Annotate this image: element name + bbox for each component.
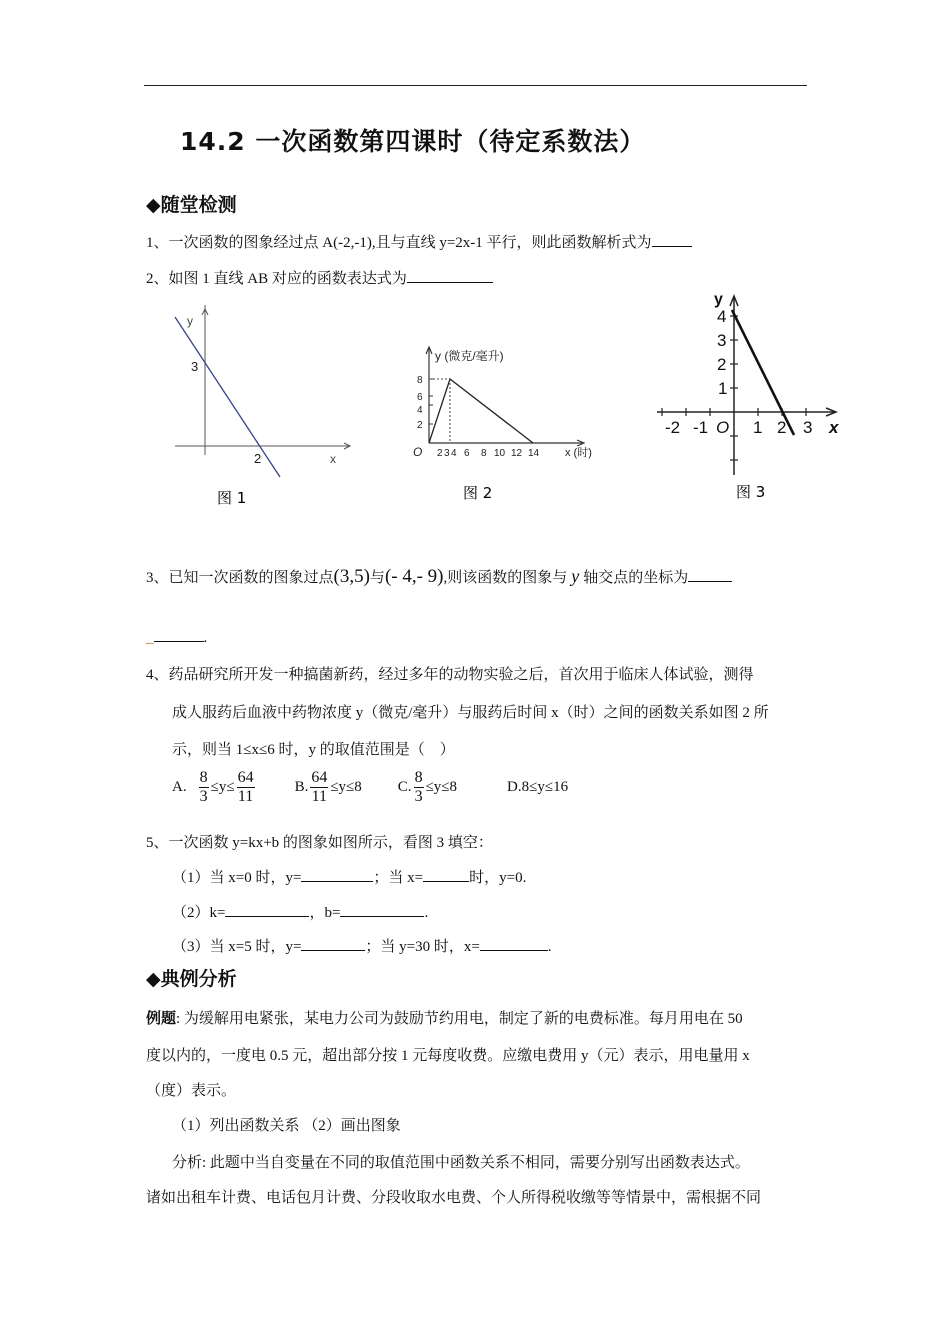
question-4-options: [172, 769, 568, 806]
figure-1: [165, 305, 365, 510]
question-1-text: 1、一次函数的图象经过点 A(-2,-1),且与直线 y=2x-1 平行，则此函数解析式为: [146, 235, 652, 251]
example-label: 例题: [146, 1009, 177, 1027]
answer-blank[interactable]: [301, 867, 373, 882]
frac-denominator: 11: [311, 788, 328, 805]
question-3: [146, 566, 732, 588]
frac-numerator: 8: [414, 769, 423, 786]
option-a-mid: ≤y≤: [210, 779, 235, 795]
fig3-y-tick-2: 2: [717, 355, 727, 374]
fig2-y-label: y (微克/毫升): [435, 349, 504, 363]
question-5-part-2: [172, 901, 428, 922]
frac-denominator: 3: [414, 788, 423, 805]
fig3-y-label: y: [714, 291, 723, 308]
option-c-label: C.: [397, 779, 412, 795]
option-c-tail: ≤y≤8: [425, 779, 458, 795]
option-d: D.8≤y≤16: [507, 779, 569, 795]
question-3-axis-var: y: [571, 566, 580, 586]
question-1: [146, 231, 692, 252]
question-3-suffix-b: 轴交点的坐标为: [583, 570, 689, 586]
frac-denominator: 3: [199, 788, 208, 805]
question-3-continuation: [146, 627, 207, 647]
question-3-point-2: (- 4,- 9): [384, 566, 444, 587]
answer-blank[interactable]: [423, 867, 469, 882]
question-3-end: .: [203, 630, 208, 646]
option-a-label: A.: [172, 779, 187, 795]
header-rule: [144, 85, 807, 86]
fig2-caption: 图 2: [463, 484, 493, 502]
fig1-x-label: x: [330, 452, 336, 466]
fig2-x-tick-10: 10: [494, 448, 506, 459]
answer-blank[interactable]: [225, 902, 309, 917]
question-3-mid: 与: [369, 570, 385, 586]
fig2-y-ticks: [429, 379, 433, 424]
answer-blank[interactable]: [301, 936, 365, 951]
option-b-tail: ≤y≤8: [330, 779, 362, 795]
question-3-point-1: (3,5): [333, 566, 370, 587]
fig3-y-tick-3: 3: [717, 331, 727, 350]
answer-blank[interactable]: [340, 902, 424, 917]
fig3-origin-label: O: [716, 418, 730, 437]
fig3-x-tick-1: 1: [753, 418, 763, 437]
question-3-prefix: 3、已知一次函数的图象过点: [146, 570, 334, 586]
frac-numerator: 8: [199, 769, 208, 786]
answer-blank[interactable]: [688, 567, 732, 582]
fig3-x-tick-neg1: -1: [693, 418, 709, 437]
part-2-text-c: .: [424, 905, 429, 921]
fig3-y-tick-1: 1: [718, 379, 728, 398]
part-1-text-b: ；当 x=: [373, 870, 424, 886]
part-1-text-a: （1）当 x=0 时，y=: [172, 870, 302, 886]
fig2-x-label: x (时): [565, 447, 592, 459]
fig2-y-tick-4: 4: [417, 405, 423, 416]
fig2-origin-label: O: [413, 445, 423, 459]
question-3-suffix-a: ,则该函数的图象与: [443, 570, 568, 586]
part-2-text-b: ，b=: [309, 905, 341, 921]
example-line-1: [146, 1007, 743, 1028]
fig2-x-tick-4: 4: [451, 448, 457, 459]
question-4-line-2: 成人服药后血液中药物浓度 y（微克/毫升）与服药后时间 x（时）之间的函数关系如图 2 所: [172, 705, 769, 721]
fig2-x-tick-3: 3: [444, 448, 450, 459]
section-heading-examples: ◆典例分析: [146, 968, 237, 990]
fig3-y-tick-4: 4: [717, 307, 727, 326]
fig1-y-intercept-label: 3: [191, 359, 199, 374]
part-3-text-a: （3）当 x=5 时，y=: [172, 939, 302, 955]
option-c-fraction: [414, 769, 424, 806]
question-3-cont-mark: _: [146, 630, 154, 646]
fig3-x-tick-2: 2: [777, 418, 787, 437]
question-4-line-1: 4、药品研究所开发一种搞菌新药，经过多年的动物实验之后，首次用于临床人体试验，测得: [146, 667, 754, 683]
fig1-caption: 图 1: [217, 489, 247, 507]
frac-numerator: 64: [311, 769, 328, 786]
question-4-line-3: 示，则当 1≤x≤6 时，y 的取值范围是（ ）: [172, 742, 455, 758]
option-a-fraction-1: [199, 769, 209, 806]
fig1-y-label: y: [187, 314, 193, 328]
example-line-3: （度）表示。: [146, 1083, 237, 1099]
fig2-y-tick-6: 6: [417, 392, 423, 403]
fig2-x-tick-14: 14: [528, 448, 540, 459]
fig1-x-intercept-label: 2: [254, 451, 262, 466]
part-1-text-c: 时，y=0.: [469, 870, 527, 886]
fig2-y-tick-8: 8: [417, 375, 423, 386]
fig3-x-tick-3: 3: [803, 418, 813, 437]
section-heading-practice: ◆随堂检测: [146, 194, 237, 216]
fig2-concentration-curve: [429, 379, 533, 443]
example-analysis-2: 诸如出租车计费、电话包月计费、分段收取水电费、个人所得税收缴等等情景中，需根据不同: [146, 1190, 762, 1206]
option-a-fraction-2: [237, 769, 255, 806]
fig2-x-tick-12: 12: [511, 448, 523, 459]
answer-blank[interactable]: [154, 627, 204, 642]
option-b-fraction: [310, 769, 328, 806]
question-5-stem: 5、一次函数 y=kx+b 的图象如图所示，看图 3 填空：: [146, 835, 493, 851]
answer-blank[interactable]: [407, 268, 493, 283]
fig2-x-tick-6: 6: [464, 448, 470, 459]
question-2-text: 2、如图 1 直线 AB 对应的函数表达式为: [146, 271, 407, 287]
part-3-text-b: ；当 y=30 时，x=: [365, 939, 480, 955]
fig3-function-line: [732, 310, 794, 435]
question-2: [146, 267, 493, 288]
fig1-line-ab: [175, 317, 280, 477]
fig2-x-tick-2: 2: [437, 448, 443, 459]
fig2-y-tick-2: 2: [417, 420, 423, 431]
answer-blank[interactable]: [480, 936, 548, 951]
figure-2: [405, 340, 615, 505]
frac-numerator: 64: [237, 769, 254, 786]
fig3-x-label: x: [829, 418, 839, 437]
option-b-label: B.: [294, 779, 309, 795]
question-5-part-1: [172, 866, 526, 887]
fig3-x-tick-neg2: -2: [665, 418, 681, 437]
example-analysis-1: 分析: 此题中当自变量在不同的取值范围中函数关系不相同，需要分别写出函数表达式。: [172, 1155, 750, 1171]
figure-3: [652, 290, 852, 505]
fig3-caption: 图 3: [736, 483, 766, 501]
example-text-1: : 为缓解用电紧张，某电力公司为鼓励节约用电，制定了新的电费标准。每月用电在 50: [176, 1011, 743, 1027]
example-tasks: （1）列出函数关系 （2）画出图象: [172, 1118, 401, 1134]
answer-blank[interactable]: [652, 232, 692, 247]
frac-denominator: 11: [237, 788, 254, 805]
fig2-x-tick-8: 8: [481, 448, 487, 459]
example-line-2: 度以内的，一度电 0.5 元，超出部分按 1 元每度收费。应缴电费用 y（元）表示，用电量用 x: [146, 1048, 750, 1064]
page-title: 14.2 一次函数第四课时（待定系数法）: [180, 127, 646, 156]
question-5-part-3: [172, 935, 552, 956]
part-3-text-c: .: [547, 939, 552, 955]
part-2-text-a: （2）k=: [172, 905, 226, 921]
